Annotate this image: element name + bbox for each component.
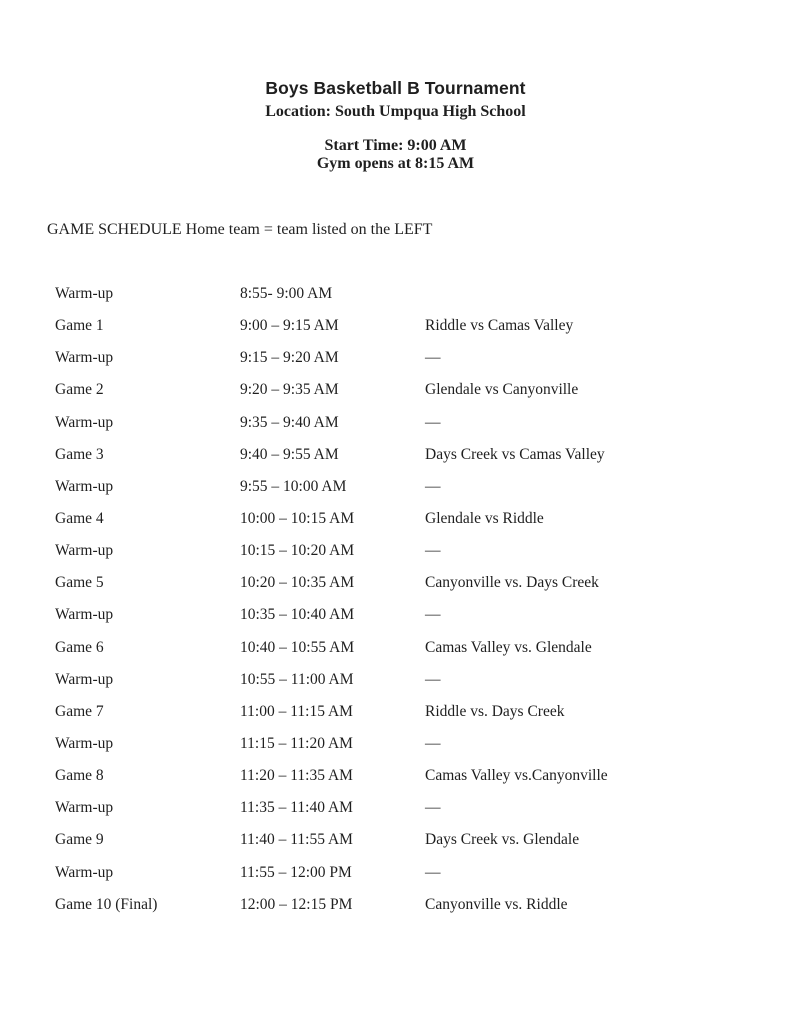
- schedule-row: [55, 798, 751, 830]
- event-time: 11:35 – 11:40 AM: [240, 799, 353, 817]
- event-label: Warm-up: [55, 349, 114, 367]
- schedule-row: [55, 573, 751, 605]
- event-matchup: Camas Valley vs.Canyonville: [425, 767, 608, 785]
- event-matchup: Days Creek vs Camas Valley: [425, 445, 605, 463]
- event-matchup: —: [425, 734, 441, 752]
- event-matchup: Days Creek vs. Glendale: [425, 831, 580, 849]
- event-label: Game 2: [55, 381, 104, 399]
- event-label: Game 10 (Final): [55, 895, 158, 913]
- event-time: 9:55 – 10:00 AM: [240, 477, 347, 495]
- event-matchup: Glendale vs Canyonville: [425, 381, 579, 399]
- event-matchup: —: [425, 413, 441, 431]
- schedule-row: [55, 509, 751, 541]
- event-label: Game 3: [55, 445, 104, 463]
- event-label: Game 5: [55, 574, 104, 592]
- event-label: Game 8: [55, 767, 104, 785]
- event-time: 9:00 – 9:15 AM: [240, 317, 339, 335]
- event-label: Warm-up: [55, 413, 114, 431]
- event-matchup: —: [425, 349, 441, 367]
- game-schedule-table: [55, 284, 751, 927]
- schedule-row: [55, 830, 751, 862]
- schedule-row: [55, 284, 751, 316]
- schedule-row: [55, 734, 751, 766]
- schedule-row: [55, 638, 751, 670]
- event-matchup: —: [425, 542, 441, 560]
- event-time: 9:40 – 9:55 AM: [240, 445, 339, 463]
- event-label: Warm-up: [55, 734, 114, 752]
- schedule-row: [55, 380, 751, 412]
- event-matchup: —: [425, 863, 441, 881]
- event-matchup: Riddle vs Camas Valley: [425, 317, 574, 335]
- event-time: 10:40 – 10:55 AM: [240, 638, 355, 656]
- event-time: 9:35 – 9:40 AM: [240, 413, 339, 431]
- event-matchup: Canyonville vs. Days Creek: [425, 574, 599, 592]
- event-label: Game 9: [55, 831, 104, 849]
- schedule-row: [55, 445, 751, 477]
- event-label: Warm-up: [55, 799, 114, 817]
- event-time: 11:15 – 11:20 AM: [240, 734, 353, 752]
- schedule-row: [55, 766, 751, 798]
- gym-opens-line: Gym opens at 8:15 AM: [316, 155, 475, 172]
- event-label: Warm-up: [55, 670, 114, 688]
- schedule-heading: GAME SCHEDULE Home team = team listed on the LEFT: [47, 221, 433, 238]
- event-matchup: Camas Valley vs. Glendale: [425, 638, 592, 656]
- schedule-row: [55, 348, 751, 380]
- event-label: Game 1: [55, 317, 104, 335]
- event-time: 10:35 – 10:40 AM: [240, 606, 355, 624]
- schedule-row: [55, 895, 751, 927]
- event-time: 9:20 – 9:35 AM: [240, 381, 339, 399]
- event-label: Game 7: [55, 702, 104, 720]
- event-time: 11:40 – 11:55 AM: [240, 831, 353, 849]
- event-matchup: —: [425, 477, 441, 495]
- event-label: Warm-up: [55, 606, 114, 624]
- page-title: Boys Basketball B Tournament: [265, 78, 526, 98]
- schedule-row: [55, 863, 751, 895]
- event-label: Game 6: [55, 638, 104, 656]
- event-time: 10:00 – 10:15 AM: [240, 509, 355, 527]
- event-label: Warm-up: [55, 285, 114, 302]
- event-time: 10:55 – 11:00 AM: [240, 670, 354, 688]
- event-matchup: Riddle vs. Days Creek: [425, 702, 565, 720]
- event-time: 10:15 – 10:20 AM: [240, 542, 355, 560]
- location-line: Location: South Umpqua High School: [265, 103, 526, 120]
- event-matchup: Glendale vs Riddle: [425, 509, 544, 527]
- schedule-row: [55, 541, 751, 573]
- event-time: 10:20 – 10:35 AM: [240, 574, 355, 592]
- schedule-row: [55, 413, 751, 445]
- event-label: Warm-up: [55, 863, 114, 881]
- start-time-line: Start Time: 9:00 AM: [324, 137, 467, 154]
- event-time: 11:00 – 11:15 AM: [240, 702, 353, 720]
- event-time: 11:20 – 11:35 AM: [240, 767, 353, 785]
- event-time: 9:15 – 9:20 AM: [240, 349, 339, 367]
- event-matchup: —: [425, 606, 441, 624]
- event-time: 12:00 – 12:15 PM: [240, 895, 353, 913]
- event-matchup: Canyonville vs. Riddle: [425, 895, 568, 913]
- schedule-row: [55, 670, 751, 702]
- event-matchup: —: [425, 799, 441, 817]
- schedule-row: [55, 316, 751, 348]
- event-matchup: —: [425, 670, 441, 688]
- event-label: Warm-up: [55, 477, 114, 495]
- schedule-row: [55, 702, 751, 734]
- event-label: Game 4: [55, 509, 104, 527]
- event-time: 11:55 – 12:00 PM: [240, 863, 352, 881]
- event-label: Warm-up: [55, 542, 114, 560]
- schedule-row: [55, 477, 751, 509]
- event-time: 8:55- 9:00 AM: [240, 285, 333, 302]
- schedule-row: [55, 605, 751, 637]
